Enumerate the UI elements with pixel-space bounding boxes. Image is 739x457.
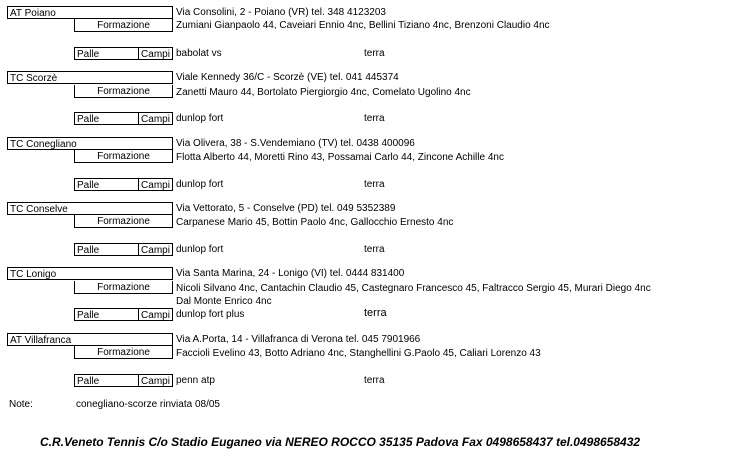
club-name: TC Conegliano — [7, 137, 173, 150]
club-players: Zumiani Gianpaolo 44, Caveiari Ennio 4nc, Bellini Tiziano 4nc, Brenzoni Claudio 4nc — [176, 20, 550, 31]
club-name: AT Villafranca — [7, 333, 173, 346]
club-balls: dunlop fort plus — [176, 309, 245, 320]
club-balls: dunlop fort — [176, 244, 224, 255]
campi-label: Campi — [139, 243, 173, 256]
palle-label: Palle — [74, 112, 139, 125]
club-address: Via Consolini, 2 - Poiano (VR) tel. 348 4123203 — [176, 7, 386, 18]
campi-label: Campi — [139, 308, 173, 321]
campi-label: Campi — [139, 112, 173, 125]
palle-label: Palle — [74, 374, 139, 387]
formazione-label: Formazione — [74, 215, 173, 228]
note-text: conegliano-scorze rinviata 08/05 — [76, 399, 220, 410]
club-name: TC Scorzè — [7, 71, 173, 84]
palle-label: Palle — [74, 178, 139, 191]
club-court: terra — [364, 113, 385, 124]
club-name: TC Lonigo — [7, 267, 173, 280]
club-players-line2: Dal Monte Enrico 4nc — [176, 296, 272, 307]
club-address: Viale Kennedy 36/C - Scorzè (VE) tel. 041 445374 — [176, 72, 399, 83]
campi-label: Campi — [139, 374, 173, 387]
club-court: terra — [364, 307, 387, 319]
palle-label: Palle — [74, 243, 139, 256]
campi-label: Campi — [139, 178, 173, 191]
palle-label: Palle — [74, 308, 139, 321]
formazione-label: Formazione — [74, 85, 173, 98]
formazione-label: Formazione — [74, 19, 173, 32]
club-players: Carpanese Mario 45, Bottin Paolo 4nc, Gallocchio Ernesto 4nc — [176, 217, 454, 228]
footer-contact: C.R.Veneto Tennis C/o Stadio Euganeo via NEREO ROCCO 35135 Padova Fax 0498658437 tel.0498658432 — [40, 435, 641, 449]
formazione-label: Formazione — [74, 150, 173, 163]
club-court: terra — [364, 179, 385, 190]
club-players: Nicoli Silvano 4nc, Cantachin Claudio 45, Castegnaro Francesco 45, Faltracco Sergio 45, Murari Diego 4nc — [176, 283, 651, 294]
club-address: Via Olivera, 38 - S.Vendemiano (TV) tel. 0438 400096 — [176, 138, 415, 149]
club-name: AT Poiano — [7, 6, 173, 19]
formazione-label: Formazione — [74, 281, 173, 294]
club-players: Zanetti Mauro 44, Bortolato Piergiorgio 4nc, Comelato Ugolino 4nc — [176, 87, 471, 98]
club-court: terra — [364, 375, 385, 386]
club-balls: babolat vs — [176, 48, 222, 59]
campi-label: Campi — [139, 47, 173, 60]
club-balls: penn atp — [176, 375, 215, 386]
palle-label: Palle — [74, 47, 139, 60]
club-name: TC Conselve — [7, 202, 173, 215]
club-players: Flotta Alberto 44, Moretti Rino 43, Possamai Carlo 44, Zincone Achille 4nc — [176, 152, 504, 163]
club-address: Via Santa Marina, 24 - Lonigo (VI) tel. 0444 831400 — [176, 268, 405, 279]
club-balls: dunlop fort — [176, 179, 224, 190]
club-players: Faccioli Evelino 43, Botto Adriano 4nc, Stanghellini G.Paolo 45, Caliari Lorenzo 43 — [176, 348, 541, 359]
club-balls: dunlop fort — [176, 113, 224, 124]
club-court: terra — [364, 48, 385, 59]
club-address: Via A.Porta, 14 - Villafranca di Verona tel. 045 7901966 — [176, 334, 421, 345]
note-label: Note: — [9, 399, 33, 410]
club-address: Via Vettorato, 5 - Conselve (PD) tel. 049 5352389 — [176, 203, 396, 214]
club-court: terra — [364, 244, 385, 255]
formazione-label: Formazione — [74, 346, 173, 359]
